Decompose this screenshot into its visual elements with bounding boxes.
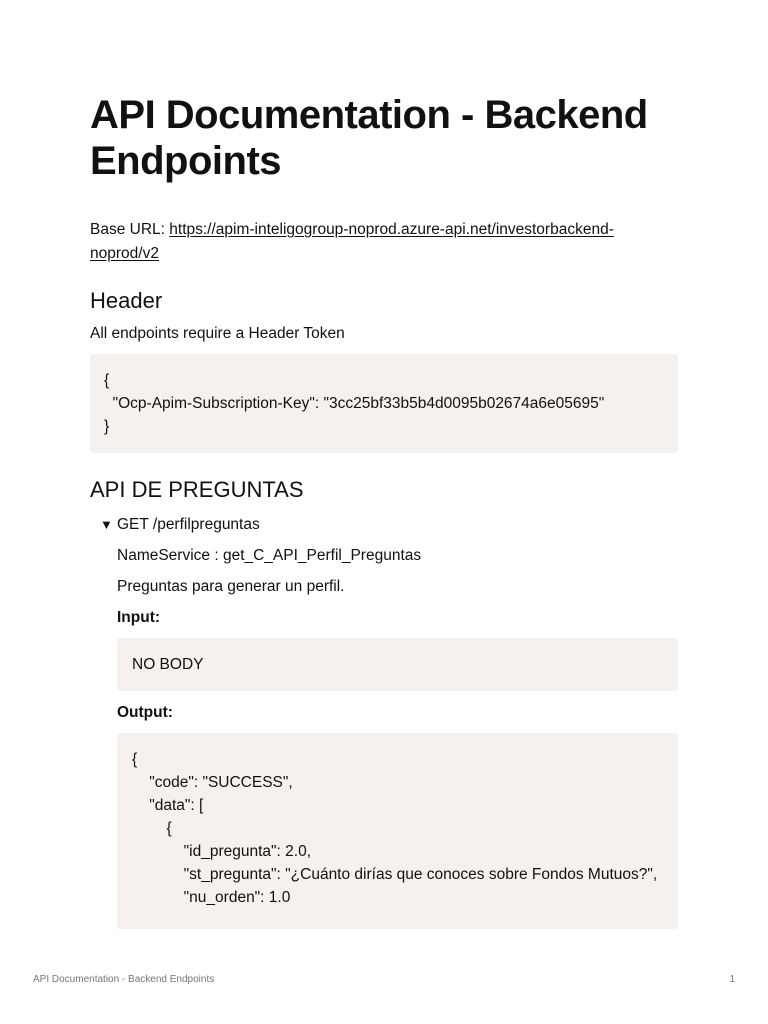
- footer-page-number: 1: [729, 974, 735, 985]
- page-footer: [33, 974, 735, 985]
- document-page: [90, 92, 678, 939]
- base-url-label: Base URL:: [90, 221, 170, 238]
- header-heading: Header: [90, 288, 163, 313]
- endpoint-toggle: [90, 513, 678, 929]
- input-label: Input:: [117, 609, 161, 626]
- endpoint-label: GET /perfilpreguntas: [117, 516, 260, 533]
- base-url-line: [90, 218, 678, 266]
- endpoint-toggle-body: [117, 544, 678, 929]
- output-code-block: { "code": "SUCCESS", "data": [ { "id_pregunta": 2.0, "st_pregunta": "¿Cuánto dirías que conoces sobre Fondos Mutuos?", "nu_orden": 1.0: [117, 733, 678, 929]
- name-service-text: NameService : get_C_API_Perfil_Preguntas: [117, 547, 422, 564]
- input-code-block: NO BODY: [117, 638, 678, 691]
- endpoint-description: Preguntas para generar un perfil.: [117, 578, 345, 595]
- base-url-link[interactable]: https://apim-inteligogroup-noprod.azure-api.net/investorbackend-noprod/v2: [90, 221, 614, 262]
- header-code-block: { "Ocp-Apim-Subscription-Key": "3cc25bf33b5b4d0095b02674a6e05695" }: [90, 354, 678, 453]
- footer-title: API Documentation - Backend Endpoints: [33, 974, 215, 985]
- endpoint-toggle-header[interactable]: [90, 513, 678, 537]
- triangle-down-icon[interactable]: ▼: [100, 517, 113, 532]
- preguntas-heading: API DE PREGUNTAS: [90, 477, 304, 502]
- page-title: API Documentation - Backend Endpoints: [90, 93, 648, 183]
- output-label: Output:: [117, 704, 173, 721]
- header-description: All endpoints require a Header Token: [90, 325, 345, 342]
